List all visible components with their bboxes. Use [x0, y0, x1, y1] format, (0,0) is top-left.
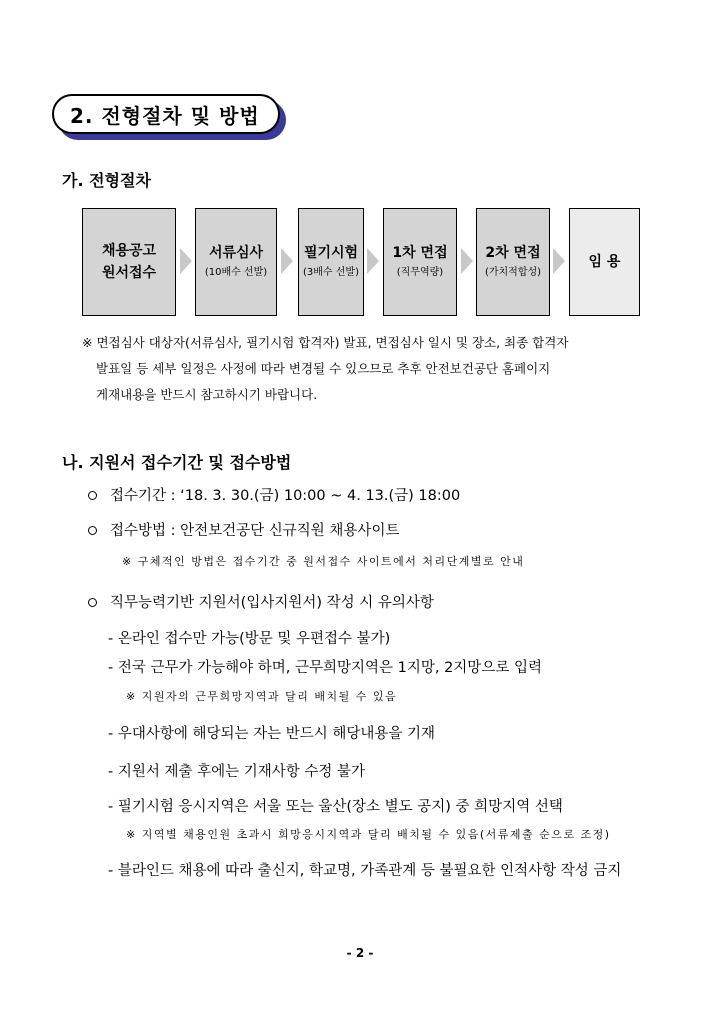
subheading-application: 나. 지원서 접수기간 및 접수방법: [62, 453, 292, 472]
page-number: - 2 -: [346, 946, 374, 960]
caution-title: 직무능력기반 지원서(입사지원서) 작성 시 유의사항: [110, 595, 434, 611]
caution-item-6: - 블라인드 채용에 따라 출신지, 학교명, 가족관계 등 불필요한 인적사항 작성 금지: [108, 863, 622, 879]
arrow-icon: [461, 248, 473, 274]
process-note-line-3: 게재내용을 반드시 참고하시기 바랍니다.: [96, 387, 318, 402]
circle-bullet-icon: [88, 491, 97, 500]
arrow-icon: [281, 248, 293, 274]
caution-item-5: - 필기시험 응시지역은 서울 또는 울산(장소 별도 공지) 중 희망지역 선택: [108, 799, 563, 815]
caution-item-4: - 지원서 제출 후에는 기재사항 수정 불가: [108, 764, 365, 780]
step-5-title: 2차 면접: [485, 245, 541, 261]
section-title: 2. 전형절차 및 방법: [52, 94, 280, 134]
step-5-sub: (가치적합성): [484, 267, 542, 278]
application-method-note: ※ 구체적인 방법은 접수기간 중 원서접수 사이트에서 처리단계별로 안내: [122, 555, 525, 568]
step-2-sub: (10배수 선발): [204, 267, 268, 278]
process-note: [82, 330, 662, 408]
step-box-5: [476, 208, 550, 316]
step-2-title: 서류심사: [208, 245, 264, 261]
application-method: 접수방법 : 안전보건공단 신규직원 채용사이트: [110, 523, 400, 539]
circle-bullet-icon: [88, 598, 97, 607]
step-1-line2: 원서접수: [101, 265, 157, 281]
caution-item-2: - 전국 근무가 가능해야 하며, 근무희망지역은 1지망, 2지망으로 입력: [108, 660, 542, 676]
arrow-icon: [180, 248, 192, 274]
step-1-line1: 채용공고: [101, 243, 157, 259]
caution-item-2-note: ※ 지원자의 근무희망지역과 달리 배치될 수 있음: [126, 690, 398, 703]
arrow-icon: [553, 248, 565, 274]
step-4-sub: (직무역량): [396, 267, 444, 278]
caution-item-1: - 온라인 접수만 가능(방문 및 우편접수 불가): [108, 631, 391, 647]
step-box-6: [569, 208, 640, 316]
application-period: 접수기간 : ‘18. 3. 30.(금) 10:00 ~ 4. 13.(금) 18:00: [110, 488, 461, 504]
process-note-line-2: 발표일 등 세부 일정은 사정에 따라 변경될 수 있으므로 추후 안전보건공단 홈페이지: [96, 361, 551, 376]
process-note-line-1: ※ 면접심사 대상자(서류심사, 필기시험 합격자) 발표, 면접심사 일시 및 장소, 최종 합격자: [82, 335, 569, 350]
step-box-4: [383, 208, 457, 316]
circle-bullet-icon: [88, 526, 97, 535]
step-4-title: 1차 면접: [392, 245, 448, 261]
step-6-title: 임 용: [588, 254, 621, 270]
caution-item-5-note: ※ 지역별 채용인원 초과시 희망응시지역과 달리 배치될 수 있음(서류제출 순으로 조정): [126, 828, 611, 841]
step-box-1: [82, 208, 176, 316]
step-3-sub: (3배수 선발): [303, 267, 359, 278]
step-3-title: 필기시험: [303, 245, 359, 261]
arrow-icon: [367, 248, 379, 274]
subheading-process: 가. 전형절차: [62, 171, 151, 190]
caution-item-3: - 우대사항에 해당되는 자는 반드시 해당내용을 기재: [108, 726, 436, 742]
step-box-3: [298, 208, 364, 316]
step-box-2: [195, 208, 277, 316]
